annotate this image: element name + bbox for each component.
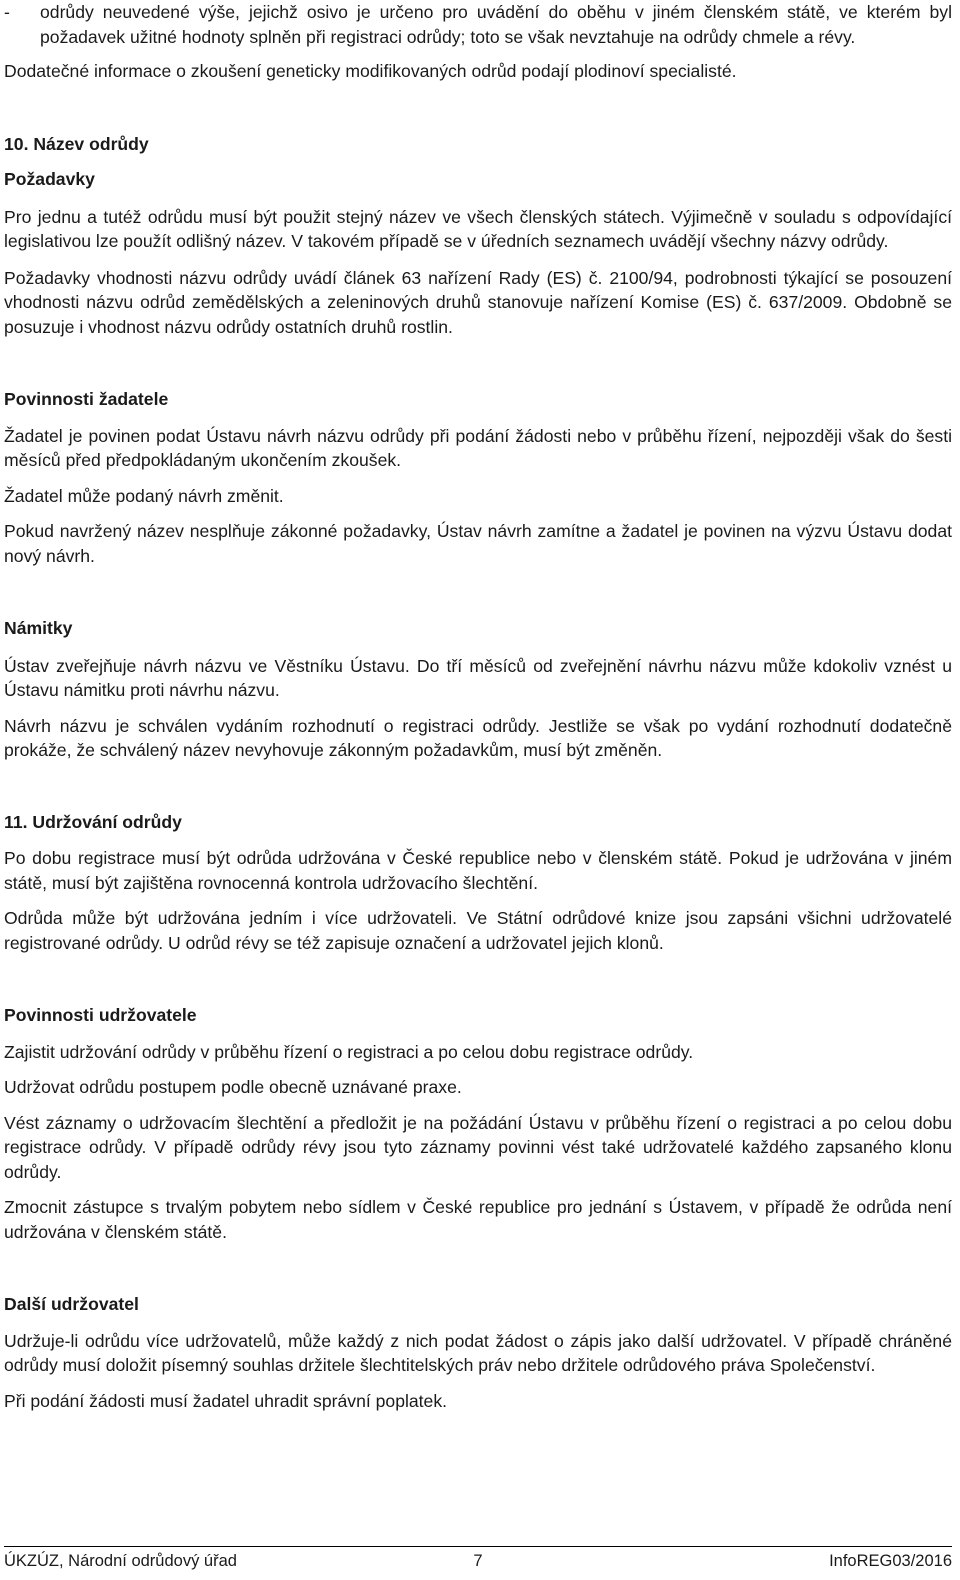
applicant-duties-paragraph-1: Žadatel je povinen podat Ústavu návrh názvu odrůdy při podání žádosti nebo v průběhu řízení, nejpozději však do šesti měsíců před předpokládaným ukončením zkoušek. [4,425,952,470]
page-footer [4,1546,952,1572]
footer-document-id: InfoREG03/2016 [829,1552,952,1570]
document-page [4,0,952,1413]
objections-paragraph-1: Ústav zveřejňuje návrh názvu ve Věstníku Ústavu. Do tří měsíců od zveřejnění návrhu názvu může kdokoliv vznést u Ústavu námitku proti návrhu názvu. [4,655,952,700]
maintainer-duties-paragraph-2: Udržovat odrůdu postupem podle obecně uznávané praxe. [4,1077,462,1097]
additional-maintainer-paragraph-2: Při podání žádosti musí žadatel uhradit správní poplatek. [4,1390,448,1411]
footer-institution: ÚKZÚZ, Národní odrůdový úřad [4,1552,237,1570]
objections-heading: Námitky [4,618,73,638]
gm-info-paragraph: Dodatečné informace o zkoušení geneticky modifikovaných odrůd podají plodinoví specialisté. [4,61,737,81]
maintainer-duties-paragraph-1: Zajistit udržování odrůdy v průběhu řízení o registraci a po celou dobu registrace odrůdy. [4,1041,694,1062]
applicant-duties-paragraph-3: Pokud navržený název nesplňuje zákonné požadavky, Ústav návrh zamítne a žadatel je povinen na výzvu Ústavu dodat nový návrh. [4,521,952,566]
maintainer-duties-heading: Povinnosti udržovatele [4,1005,197,1025]
section-10-heading: 10. Název odrůdy [4,133,149,154]
objections-paragraph-2: Návrh názvu je schválen vydáním rozhodnutí o registraci odrůdy. Jestliže se však po vydání rozhodnutí dodatečně prokáže, že schválený název nevyhovuje zákonným požadavkům, musí být změněn. [4,715,952,760]
section-11-heading: 11. Udržování odrůdy [4,811,182,832]
maintainer-duties-paragraph-4: Zmocnit zástupce s trvalým pobytem nebo sídlem v České republice pro jednání s Ústavem, v případě že odrůda není udržována v členském státě. [4,1197,952,1242]
footer-page-number: 7 [473,1552,483,1570]
additional-maintainer-heading: Další udržovatel [4,1294,139,1314]
bullet-item [4,0,952,49]
bullet-dash: - [4,2,10,22]
requirements-subheading: Požadavky [4,169,95,189]
additional-maintainer-paragraph-1: Udržuje-li odrůdu více udržovatelů, může každý z nich podat žádost o zápis jako další udržovatel. V případě chráněné odrůdy musí doložit písemný souhlas držitele šlechtitelských práv nebo držitele odrůdového práva Společenství. [4,1330,952,1375]
bullet-text: odrůdy neuvedené výše, jejichž osivo je určeno pro uvádění do oběhu v jiném členském státě, ve kterém byl požadavek užitné hodnoty splněn při registraci odrůdy; toto se však nevztahuje na odrůdy chmele a révy. [40,2,952,47]
maintainer-duties-paragraph-3: Vést záznamy o udržovacím šlechtění a předložit je na požádání Ústavu v průběhu řízení o registraci a po celou dobu registrace odrůdy. V případě odrůdy révy jsou tyto záznamy povinni vést také udržovatelé každého zapsaného klonu odrůdy. [4,1112,952,1182]
section-11-paragraph-2: Odrůda může být udržována jedním i více udržovateli. Ve Státní odrůdové knize jsou zapsáni všichni udržovatelé registrované odrůdy. U odrůd révy se též zapisuje označení a udržovatel jejich klonů. [4,908,952,953]
section-11-paragraph-1: Po dobu registrace musí být odrůda udržována v České republice nebo v členském státě. Pokud je udržována v jiném státě, musí být zajištěna rovnocenná kontrola udržovacího šlechtění. [4,848,952,893]
applicant-duties-heading: Povinnosti žadatele [4,389,169,409]
section-10-paragraph-1: Pro jednu a tutéž odrůdu musí být použit stejný název ve všech členských státech. Výjimečně v souladu s odpovídající legislativou lze použít odlišný název. V takovém případě se v úředních seznamech uvádějí všechny názvy odrůdy. [4,206,952,251]
applicant-duties-paragraph-2: Žadatel může podaný návrh změnit. [4,485,284,506]
section-10-paragraph-2: Požadavky vhodnosti názvu odrůdy uvádí článek 63 nařízení Rady (ES) č. 2100/94, podrobnosti týkající se posouzení vhodnosti názvu odrůd zemědělských a zeleninových druhů stanovuje nařízení Komise (ES) č. 637/2009. Obdobně se posuzuje i vhodnost názvu odrůdy ostatních druhů rostlin. [4,267,952,337]
